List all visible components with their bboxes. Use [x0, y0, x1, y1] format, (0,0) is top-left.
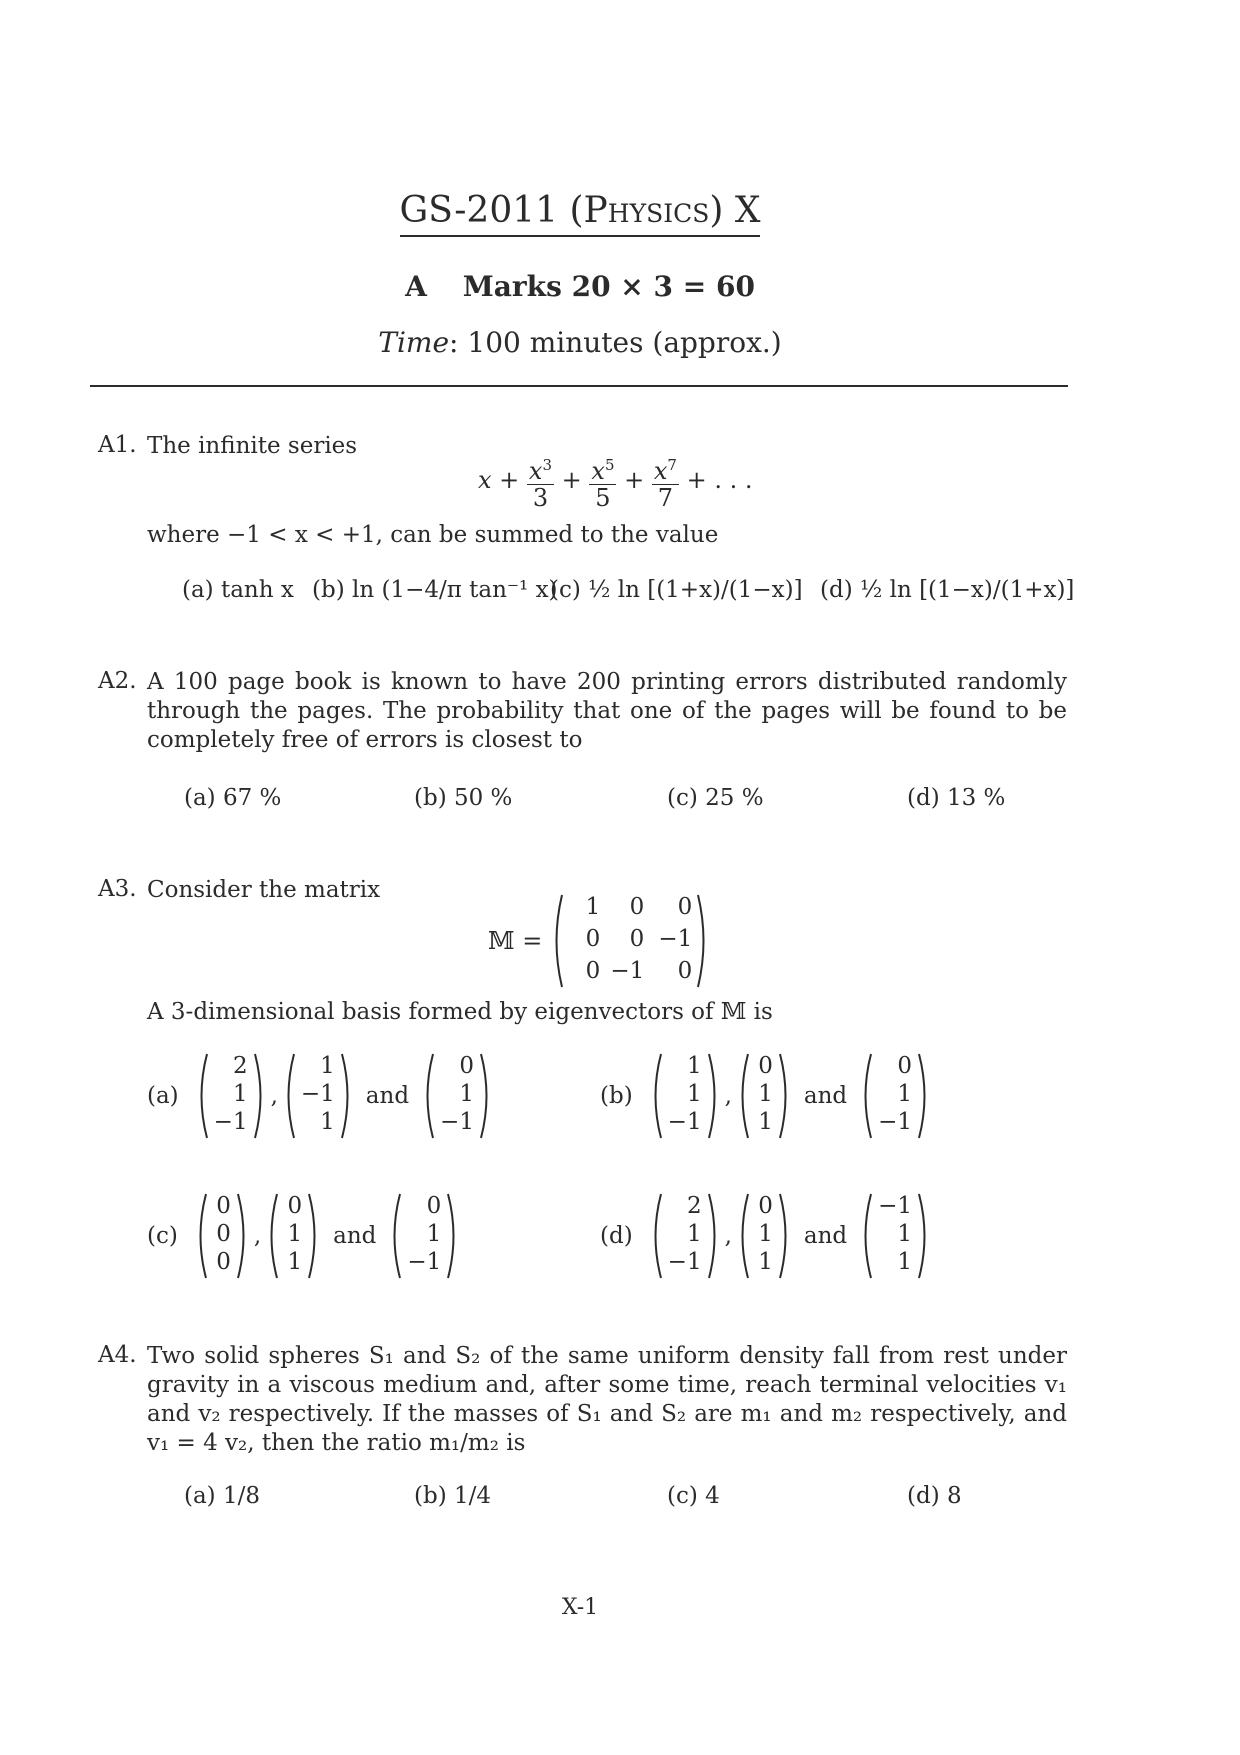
option-a3-c[interactable]	[147, 1192, 460, 1280]
vector-entry: 1	[287, 1221, 303, 1247]
page-title: GS-2011 (Physics) X	[0, 190, 1160, 231]
option-a4-c[interactable]: (c) 4	[667, 1483, 720, 1509]
and-word: and	[365, 1083, 410, 1109]
vector-entry: 0	[897, 1053, 913, 1079]
vector-entry: 1	[686, 1221, 702, 1247]
comma: ,	[253, 1223, 262, 1249]
vector-entry: 1	[897, 1221, 913, 1247]
option-label: (b)	[600, 1083, 633, 1109]
left-paren	[859, 1192, 873, 1280]
matrix-m	[550, 893, 710, 989]
matrix-cell: 0	[585, 926, 601, 952]
question-a1-condition: where −1 < x < +1, can be summed to the value	[147, 522, 719, 548]
right-paren	[707, 1052, 721, 1140]
vector-entry: 1	[232, 1081, 248, 1107]
section-heading	[0, 270, 1160, 303]
vector-entry: 0	[758, 1193, 773, 1219]
vector-entry: 0	[216, 1221, 231, 1247]
column-vector	[195, 1052, 267, 1140]
left-paren	[195, 1052, 209, 1140]
question-a4-text: Two solid spheres S₁ and S₂ of the same uniform density fall from rest under gravity in a viscous medium and, after some time, reach terminal velocities v₁ and v₂ respectively. If the masses of S₁ and S₂ are m₁ and m₂ respectively, and v₁ = 4 v₂, then the ratio m₁/m₂ is	[147, 1343, 1067, 1456]
column-vector	[649, 1192, 721, 1280]
left-paren	[859, 1052, 873, 1140]
right-paren	[446, 1192, 460, 1280]
vector-entry: 1	[320, 1109, 335, 1135]
vector-entry: −1	[300, 1081, 335, 1107]
column-vector	[859, 1192, 931, 1280]
question-a1-intro: The infinite series	[147, 433, 358, 459]
question-a2-text: A 100 page book is known to have 200 printing errors distributed randomly through the pages. The probability that one of the pages will be found to be completely free of errors is closest to	[147, 669, 1067, 753]
vector-entry: −1	[878, 1193, 913, 1219]
option-a1-b[interactable]: (b) ln (1−4/π tan⁻¹ x)	[312, 577, 558, 603]
matrix-cell: 0	[629, 894, 645, 920]
left-paren	[421, 1052, 435, 1140]
page-number: X-1	[561, 1595, 599, 1620]
vector-entry: 1	[897, 1249, 913, 1275]
option-label: (c)	[147, 1223, 178, 1249]
option-a4-b[interactable]: (b) 1/4	[414, 1483, 491, 1509]
question-number-a3: A3.	[98, 876, 137, 902]
vector-entry: 1	[426, 1221, 442, 1247]
option-a3-b[interactable]	[600, 1052, 931, 1140]
section-marks: Marks 20 × 3 = 60	[462, 270, 755, 303]
vector-entry: 1	[320, 1053, 335, 1079]
vector-entry: −1	[667, 1249, 702, 1275]
matrix-cell: 0	[585, 958, 601, 984]
left-paren	[736, 1192, 750, 1280]
column-vector	[736, 1192, 792, 1280]
vector-entry: 1	[758, 1081, 773, 1107]
matrix-cell: 0	[677, 958, 693, 984]
vector-entry: 0	[758, 1053, 773, 1079]
left-paren	[265, 1192, 279, 1280]
comma: ,	[724, 1223, 732, 1249]
question-number-a2: A2.	[98, 668, 137, 694]
vector-entry: 1	[758, 1221, 773, 1247]
series-expression: x + $\frac{x^3}{3}$ + $\frac{x^5}{5}$ + $\frac{x^7}{7}$ + . . .	[478, 452, 752, 511]
right-paren	[707, 1192, 721, 1280]
matrix-label: 𝕄 =	[488, 927, 543, 955]
matrix-cell: −1	[610, 958, 645, 984]
option-a1-a[interactable]: (a) tanh x	[182, 577, 294, 603]
right-paren	[307, 1192, 321, 1280]
left-paren	[388, 1192, 402, 1280]
right-paren	[917, 1192, 931, 1280]
vector-entry: 0	[216, 1249, 231, 1275]
option-label: (a)	[147, 1083, 179, 1109]
matrix-display	[488, 893, 710, 989]
question-a3-intro: Consider the matrix	[147, 877, 381, 903]
vector-entry: −1	[440, 1109, 474, 1135]
matrix-cell: 1	[585, 894, 601, 920]
vector-entry: 2	[686, 1193, 702, 1219]
and-word: and	[803, 1223, 848, 1249]
header-divider	[90, 385, 1068, 387]
column-vector	[282, 1052, 354, 1140]
column-vector	[421, 1052, 493, 1140]
vector-entry: −1	[667, 1109, 702, 1135]
left-paren	[649, 1192, 663, 1280]
and-word: and	[803, 1083, 848, 1109]
option-a1-d[interactable]: (d) ½ ln [(1−x)/(1+x)]	[820, 577, 1075, 603]
option-a2-a[interactable]: (a) 67 %	[184, 785, 282, 811]
matrix-cell: 0	[677, 894, 693, 920]
right-paren	[479, 1052, 493, 1140]
vector-entry: 0	[426, 1193, 442, 1219]
comma: ,	[724, 1083, 732, 1109]
vector-entry: −1	[878, 1109, 913, 1135]
vector-entry: 1	[758, 1249, 773, 1275]
right-paren	[917, 1052, 931, 1140]
option-label: (d)	[600, 1223, 633, 1249]
matrix-cell: −1	[658, 926, 693, 952]
right-paren	[778, 1192, 792, 1280]
column-vector	[194, 1192, 250, 1280]
left-paren	[194, 1192, 208, 1280]
option-a4-a[interactable]: (a) 1/8	[184, 1483, 260, 1509]
right-paren	[253, 1052, 267, 1140]
vector-entry: 1	[287, 1249, 303, 1275]
comma: ,	[270, 1083, 278, 1109]
column-vector	[649, 1052, 721, 1140]
vector-entry: 1	[758, 1109, 773, 1135]
vector-entry: 1	[459, 1081, 474, 1107]
vector-entry: 0	[459, 1053, 474, 1079]
question-number-a1: A1.	[98, 432, 137, 458]
subject-name: Physics	[584, 190, 710, 237]
matrix-cell: 0	[629, 926, 645, 952]
column-vector	[388, 1192, 460, 1280]
vector-entry: −1	[407, 1249, 442, 1275]
option-a2-d[interactable]: (d) 13 %	[907, 785, 1006, 811]
option-a3-d[interactable]	[600, 1192, 931, 1280]
left-paren	[736, 1052, 750, 1140]
left-paren	[282, 1052, 296, 1140]
vector-entry: −1	[213, 1109, 248, 1135]
column-vector	[859, 1052, 931, 1140]
column-vector	[736, 1052, 792, 1140]
vector-entry: 1	[686, 1053, 702, 1079]
option-a3-a[interactable]	[147, 1052, 493, 1140]
option-a4-d[interactable]: (d) 8	[907, 1483, 962, 1509]
vector-entry: 0	[216, 1193, 231, 1219]
vector-entry: 0	[287, 1193, 303, 1219]
section-label: A	[405, 270, 427, 303]
vector-entry: 2	[232, 1053, 248, 1079]
question-number-a4: A4.	[98, 1342, 137, 1368]
option-a1-c[interactable]: (c) ½ ln [(1+x)/(1−x)]	[550, 577, 803, 603]
left-paren	[649, 1052, 663, 1140]
column-vector	[265, 1192, 321, 1280]
vector-entry: 1	[897, 1081, 913, 1107]
option-a2-b[interactable]: (b) 50 %	[414, 785, 513, 811]
and-word: and	[333, 1223, 377, 1249]
question-a3-basis-text: A 3-dimensional basis formed by eigenvectors of 𝕄 is	[147, 999, 773, 1025]
right-paren	[778, 1052, 792, 1140]
time-note: Time: 100 minutes (approx.)	[378, 326, 782, 359]
option-a2-c[interactable]: (c) 25 %	[667, 785, 764, 811]
right-paren	[236, 1192, 250, 1280]
vector-entry: 1	[686, 1081, 702, 1107]
right-paren	[340, 1052, 354, 1140]
